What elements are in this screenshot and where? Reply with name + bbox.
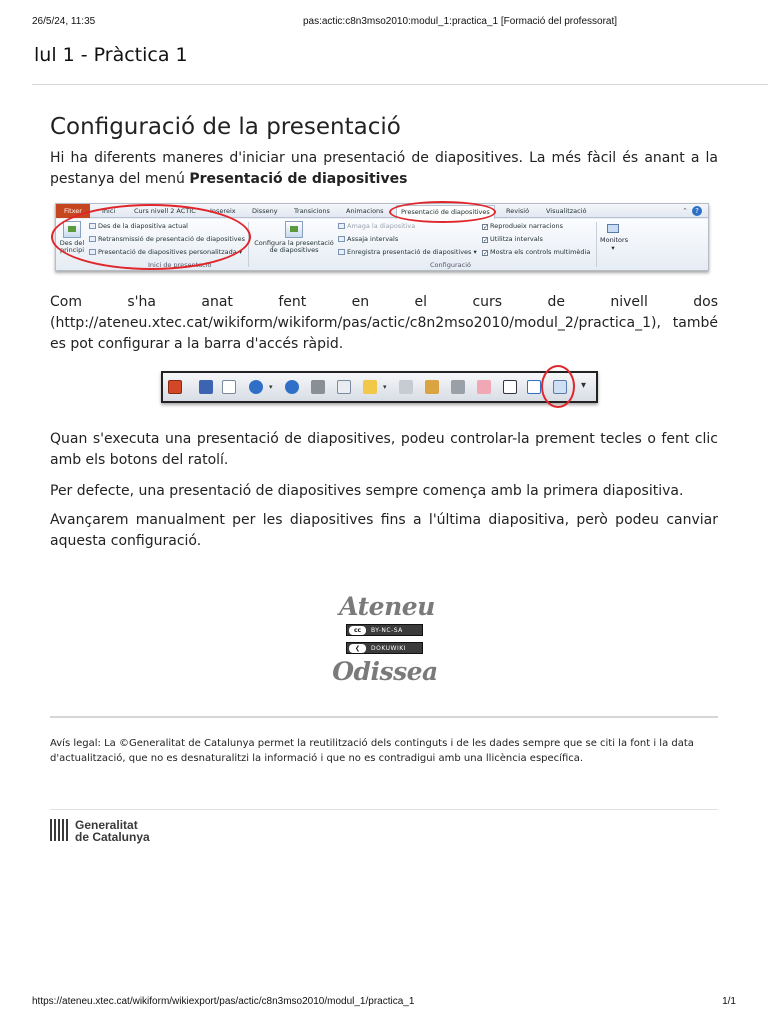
eraser-icon[interactable] (475, 378, 493, 396)
undo-icon[interactable] (247, 378, 265, 396)
annotation-circle (541, 365, 575, 408)
customize-toolbar-icon[interactable]: ▾ (581, 380, 587, 391)
legal-notice: Avís legal: La ©Generalitat de Catalunya permet la reutilització dels continguts i de les dades sempre que se citi la font i la data d'actualització, que no es desnaturalitzi la informació i que no es contradigui amb una llicència específica. (50, 738, 694, 764)
play-narrations-checkbox[interactable] (482, 222, 563, 230)
para4-block (50, 481, 718, 502)
print-icon[interactable] (309, 378, 327, 396)
cc-license-badge[interactable] (346, 624, 423, 636)
generalitat-name (75, 819, 150, 843)
paragraph: Avançarem manualment per les diapositives fins a l'última diapositiva, però podeu canviar aquesta configuració. (50, 512, 718, 549)
group-label-start: Inici de presentació (148, 261, 212, 269)
print-url: https://ateneu.xtec.cat/wikiform/wikiexport/pas/actic/c8n3mso2010/modul_1/practica_1 (32, 996, 415, 1007)
ribbon-tab-insert[interactable]: Insereix (210, 207, 236, 215)
media-controls-label: Mostra els controls multimèdia (490, 248, 591, 256)
setup-slideshow-icon (285, 221, 303, 238)
dokuwiki-badge-label: DOKUWIKI (371, 645, 406, 652)
rehearse-label: Assaja intervals (347, 235, 399, 243)
intro-block (50, 148, 718, 190)
media-controls-checkbox[interactable] (482, 248, 590, 256)
chevron-down-icon: ▾ (611, 244, 615, 252)
powerpoint-icon (166, 378, 184, 396)
generalitat-emblem-icon (50, 819, 70, 841)
new-slide-icon[interactable] (361, 378, 379, 396)
para5-block (50, 510, 718, 552)
para2-block (50, 292, 718, 355)
checkbox-icon: ✓ (483, 224, 489, 231)
generalitat-line1: Generalitat (75, 818, 138, 832)
play-narrations-label: Reprodueix narracions (490, 222, 563, 230)
checkbox-icon: ✓ (483, 250, 489, 257)
annotation-circle (51, 204, 251, 270)
record-label: Enregistra presentació de diapositives ▾ (347, 248, 477, 256)
help-icon[interactable]: ? (692, 206, 702, 216)
use-timings-checkbox[interactable] (482, 235, 543, 243)
ribbon-tab-review[interactable]: Revisió (506, 207, 530, 215)
hide-slide-button[interactable] (338, 222, 415, 230)
intro-paragraph (50, 148, 718, 190)
paragraph: Per defecte, una presentació de diapositives sempre comença amb la primera diapositiva. (50, 483, 684, 499)
cut-icon[interactable] (449, 378, 467, 396)
slide-layout-icon[interactable] (501, 378, 519, 396)
record-slideshow-button[interactable] (338, 248, 477, 256)
chevron-down-icon[interactable]: ▾ (383, 383, 387, 391)
monitor-icon (607, 224, 619, 233)
hide-slide-label: Amaga la diapositiva (347, 222, 416, 230)
from-beginning-label: Des del principi (59, 239, 85, 254)
intro-text: Hi ha diferents maneres d'iniciar una presentació de diapositives. La més fàcil és anant a la pestanya del menú (50, 150, 718, 187)
checkbox-icon: ✓ (483, 237, 489, 244)
divider (50, 809, 718, 810)
ribbon-tab-home[interactable]: Inici (102, 207, 116, 215)
rehearse-icon (338, 236, 345, 242)
cc-icon: cc (349, 626, 366, 635)
from-current-slide-label: Des de la diapositiva actual (98, 222, 188, 230)
redo-icon[interactable] (283, 378, 301, 396)
hide-slide-icon (338, 223, 345, 229)
paragraph: Quan s'executa una presentació de diapositives, podeu controlar-la prement tecles o fent clic amb els botons del ratolí. (50, 431, 718, 468)
cc-badge-label: BY-NC-SA (371, 627, 403, 634)
dokuwiki-icon: ❮ (349, 644, 366, 653)
monitors-button[interactable] (600, 222, 629, 260)
ribbon-tab-file[interactable]: Fitxer (56, 204, 90, 218)
paste-icon[interactable] (423, 378, 441, 396)
divider (32, 84, 768, 85)
use-timings-label: Utilitza intervals (490, 235, 543, 243)
page-title: lul 1 - Pràctica 1 (34, 44, 188, 66)
print-footer (32, 996, 736, 1010)
chevron-down-icon[interactable]: ▾ (269, 383, 273, 391)
record-icon (338, 249, 345, 255)
intro-bold: Presentació de diapositives (189, 171, 408, 187)
broadcast-label: Retransmissió de presentació de diapositives (98, 235, 245, 243)
group-label-setup: Configuració (430, 261, 471, 269)
quick-access-toolbar-screenshot (161, 371, 598, 403)
setup-slideshow-label: Configura la presentació de diapositives (254, 239, 334, 254)
group-separator (596, 222, 597, 267)
print-preview-icon[interactable] (335, 378, 353, 396)
generalitat-line2: de Catalunya (75, 830, 150, 844)
copy-icon[interactable] (397, 378, 415, 396)
print-document-title: pas:actic:c8n3mso2010:modul_1:practica_1 [Formació del professorat] (302, 16, 618, 27)
ribbon-tab-transitions[interactable]: Transicions (294, 207, 330, 215)
new-file-icon[interactable] (220, 378, 238, 396)
page-number: 1/1 (722, 996, 736, 1007)
setup-slideshow-button[interactable] (252, 221, 336, 254)
monitors-label: Monitors (600, 236, 629, 244)
ribbon-tab-design[interactable]: Disseny (252, 207, 278, 215)
ribbon-tab-slideshow[interactable]: Presentació de diapositives (396, 205, 495, 219)
odissea-logo: Odissea (332, 657, 438, 686)
save-icon[interactable] (197, 378, 215, 396)
annotation-circle (389, 201, 496, 223)
ribbon-minimize-icon[interactable]: ⌃ (682, 207, 688, 215)
print-header (32, 16, 738, 30)
ribbon-tab-animations[interactable]: Animacions (346, 207, 384, 215)
custom-slideshow-label: Presentació de diapositives personalitzada ▾ (98, 248, 243, 256)
rehearse-timings-button[interactable] (338, 235, 398, 243)
section-title: Configuració de la presentació (50, 114, 401, 140)
dokuwiki-badge[interactable] (346, 642, 423, 654)
para3-block (50, 429, 718, 471)
ateneu-logo: Ateneu (339, 592, 435, 621)
ribbon-tab-course[interactable]: Curs nivell 2 ACTIC (134, 207, 196, 215)
ribbon-tab-view[interactable]: Visualització (546, 207, 587, 215)
divider (50, 716, 718, 718)
paragraph: Com s'ha anat fent en el curs de nivell dos (http://ateneu.xtec.cat/wikiform/wikiform/pas/actic/c8n2mso2010/modul_2/practica_1), també es pot configurar a la barra d'accés ràpid. (50, 294, 718, 352)
print-date: 26/5/24, 11:35 (32, 16, 96, 27)
